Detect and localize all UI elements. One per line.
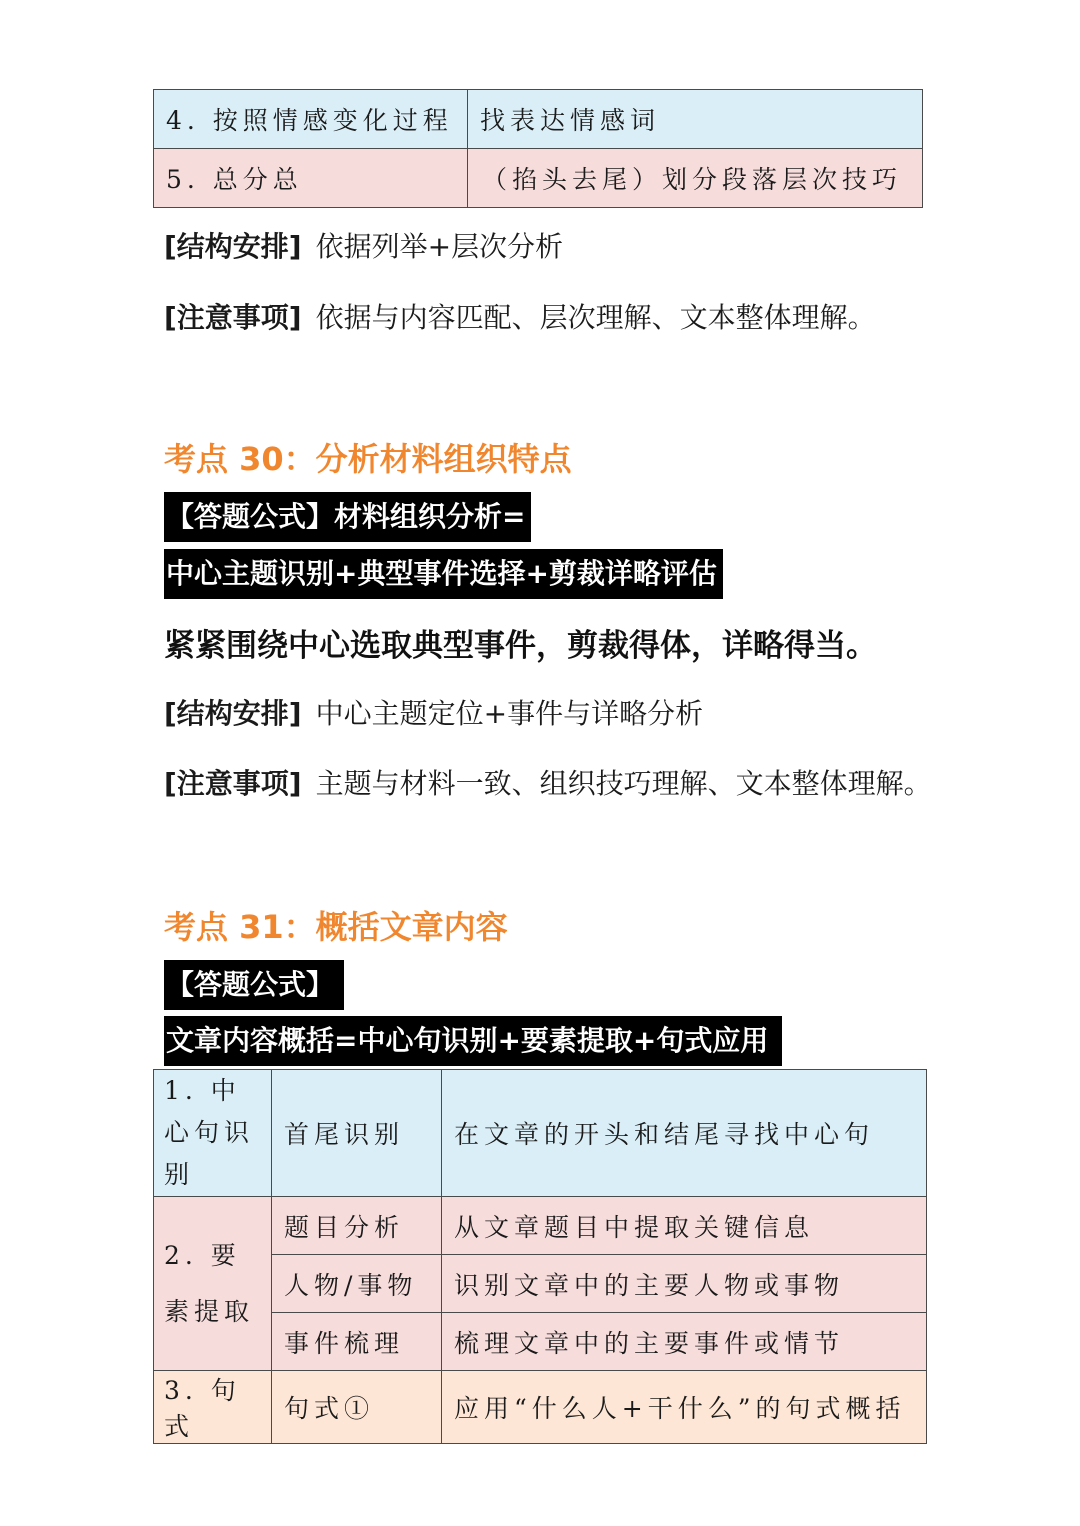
table-cell-desc: 梳理文章中的主要事件或情节 (442, 1313, 927, 1371)
table-cell-group-label: 1. 中心句识别 (154, 1070, 272, 1197)
table-cell-method: 事件梳理 (272, 1313, 442, 1371)
table-cell-desc: 在文章的开头和结尾寻找中心句 (442, 1070, 927, 1197)
table-cell-group-label: 2. 要素提取 (154, 1197, 272, 1371)
table-cell-desc: 从文章题目中提取关键信息 (442, 1197, 927, 1255)
table-cell-desc: 应用“什么人+干什么”的句式概括 (442, 1371, 927, 1444)
table-cell: 5. 总分总 (154, 149, 468, 208)
summary-method-table (153, 1069, 927, 1444)
table-cell: （掐头去尾）划分段落层次技巧 (468, 149, 923, 208)
table-cell-method: 首尾识别 (272, 1070, 442, 1197)
notes-text: 主题与材料一致、组织技巧理解、文本整体理解。 (315, 767, 932, 800)
structure-text: 中心主题定位+事件与详略分析 (315, 697, 704, 730)
structure-line (164, 692, 703, 732)
summary-text: 紧紧围绕中心选取典型事件，剪裁得体，详略得当。 (164, 628, 877, 664)
notes-text: 依据与内容匹配、层次理解、文本整体理解。 (315, 301, 876, 334)
table-cell-method: 句式① (272, 1371, 442, 1444)
structure-line (164, 225, 563, 265)
section-heading-30: 考点 30：分析材料组织特点 (164, 440, 572, 478)
table-cell-desc: 识别文章中的主要人物或事物 (442, 1255, 927, 1313)
notes-label: [注意事项] (164, 767, 302, 800)
structure-text: 依据列举+层次分析 (315, 230, 564, 263)
table-row (154, 1070, 927, 1197)
notes-line (164, 762, 932, 802)
formula-box-31-line1: 【答题公式】 (164, 960, 344, 1010)
table-row (154, 1197, 927, 1255)
table-cell: 4. 按照情感变化过程 (154, 90, 468, 149)
formula-box-31-line2: 文章内容概括=中心句识别+要素提取+句式应用 (164, 1016, 782, 1066)
method-table-top (153, 89, 923, 208)
table-cell-method: 题目分析 (272, 1197, 442, 1255)
section-heading-31: 考点 31：概括文章内容 (164, 908, 508, 946)
structure-label: [结构安排] (164, 697, 302, 730)
table-cell-group-label: 3. 句式 (154, 1371, 272, 1444)
table-row (154, 149, 923, 208)
table-cell: 找表达情感词 (468, 90, 923, 149)
notes-line (164, 296, 876, 336)
notes-label: [注意事项] (164, 301, 302, 334)
table-cell-method: 人物/事物 (272, 1255, 442, 1313)
table-row (154, 1371, 927, 1444)
table-row (154, 90, 923, 149)
structure-label: [结构安排] (164, 230, 302, 263)
formula-box-30-line2: 中心主题识别+典型事件选择+剪裁详略评估 (164, 549, 723, 599)
formula-box-30-line1: 【答题公式】材料组织分析= (164, 492, 531, 542)
